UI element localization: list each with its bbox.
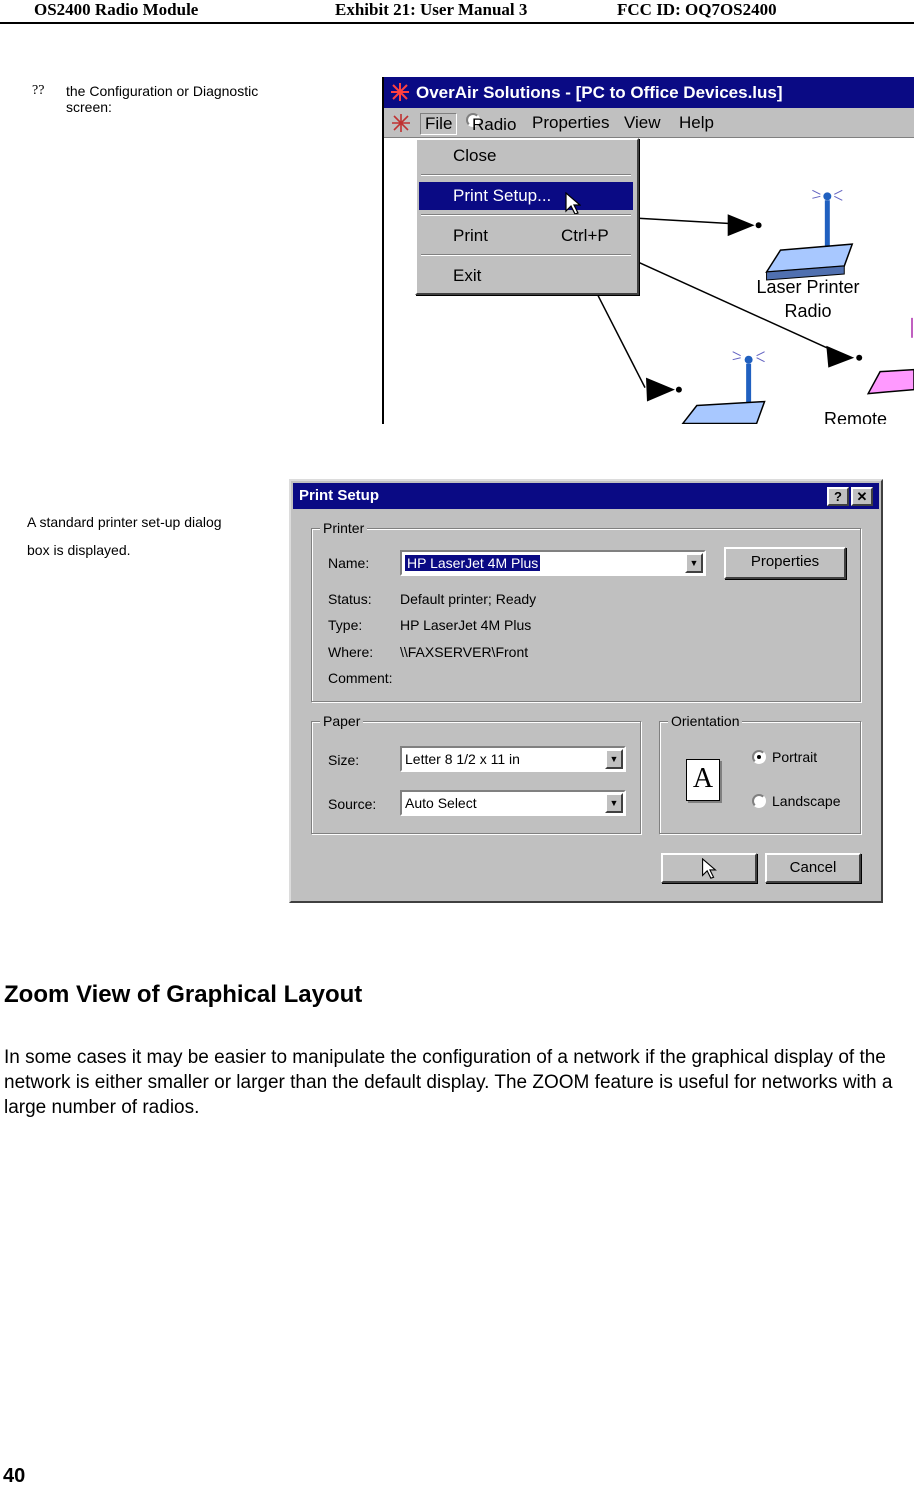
chevron-down-icon[interactable]: ▼ — [605, 793, 623, 813]
arrow-icon — [646, 378, 675, 402]
properties-button[interactable]: Properties — [724, 547, 846, 579]
mouse-cursor-icon — [701, 858, 717, 880]
paper-source-value: Auto Select — [405, 795, 477, 811]
printer-group — [311, 520, 861, 702]
close-button[interactable]: ✕ — [851, 487, 873, 506]
paper-source-select[interactable] — [400, 790, 626, 816]
remote-radio-icon — [868, 318, 914, 394]
connection-line — [597, 294, 645, 388]
dialog-caption: A standard printer set-up dialog box is displayed. — [27, 514, 222, 558]
portrait-label[interactable]: Portrait — [772, 749, 818, 765]
cancel-button[interactable]: Cancel — [765, 853, 861, 883]
document-icon[interactable] — [390, 112, 412, 134]
menu-separator — [421, 214, 631, 216]
dialog-title-bar — [293, 483, 879, 509]
portrait-radio[interactable] — [752, 750, 766, 764]
header-center: Exhibit 21: User Manual 3 — [335, 0, 528, 19]
menu-item-print-setup[interactable] — [419, 182, 633, 210]
menu-item-print-setup-label: Print Setup... — [453, 186, 552, 205]
where-label: Where: — [328, 644, 374, 660]
source-label: Source: — [328, 796, 377, 812]
menu-item-close[interactable] — [419, 142, 633, 170]
section-title: Zoom View of Graphical Layout — [4, 981, 363, 1008]
type-value: HP LaserJet 4M Plus — [400, 617, 532, 633]
page-header — [0, 0, 914, 24]
step-text: the Configuration or Diagnostic screen: — [66, 83, 259, 115]
where-value: \\FAXSERVER\Front — [400, 644, 529, 660]
laser-printer-label: Laser Printer Radio — [756, 277, 860, 321]
app-logo-icon — [390, 82, 410, 102]
printer-name-select[interactable] — [400, 550, 706, 576]
landscape-label[interactable]: Landscape — [772, 793, 841, 809]
printer-name-value: HP LaserJet 4M Plus — [407, 555, 539, 571]
paper-size-select[interactable] — [400, 746, 626, 772]
landscape-radio[interactable] — [752, 794, 766, 808]
menu-bar — [384, 108, 914, 138]
arrow-icon — [826, 346, 854, 368]
connection-line — [638, 218, 743, 224]
window-title-bar — [384, 77, 914, 108]
menu-help[interactable]: Help — [679, 113, 714, 132]
print-setup-dialog — [289, 479, 883, 903]
body-paragraph: In some cases it may be easier to manipulate the configuration of a network if the graphical display of the network is either smaller or larger than the default display. The ZOOM feature is useful for networks with a large number of radios. — [4, 1047, 893, 1118]
chevron-down-icon[interactable]: ▼ — [605, 749, 623, 769]
paper-size-value: Letter 8 1/2 x 11 in — [405, 751, 520, 767]
laser-printer-radio-icon — [767, 190, 853, 280]
page-number: 40 — [3, 1465, 26, 1487]
size-label: Size: — [328, 752, 360, 768]
menu-item-print[interactable] — [419, 222, 633, 250]
remote-label: Remote — [824, 409, 888, 424]
help-button[interactable]: ? — [827, 487, 849, 506]
arrow-icon — [728, 214, 755, 236]
print-shortcut: Ctrl+P — [561, 226, 609, 245]
window-title: OverAir Solutions - [PC to Office Devices.lus] — [416, 83, 783, 102]
paper-group — [311, 713, 641, 834]
menu-view[interactable]: View — [624, 113, 661, 132]
paper-group-label: Paper — [320, 712, 363, 730]
menu-item-exit-label: Exit — [453, 266, 482, 285]
step-bullet: ?? — [32, 83, 45, 98]
status-label: Status: — [328, 591, 372, 607]
header-right: FCC ID: OQ7OS2400 — [617, 0, 777, 19]
menu-item-close-label: Close — [453, 146, 497, 165]
menu-separator — [421, 254, 631, 256]
dialog-title: Print Setup — [299, 487, 380, 504]
printer-group-label: Printer — [320, 519, 367, 537]
orientation-group — [659, 713, 861, 834]
type-label: Type: — [328, 617, 363, 633]
mouse-cursor-icon — [565, 192, 581, 216]
comment-label: Comment: — [328, 670, 393, 686]
app-screenshot — [382, 77, 914, 424]
menu-file[interactable]: File — [420, 113, 457, 135]
name-label: Name: — [328, 555, 370, 571]
portrait-page-icon: A — [686, 759, 720, 801]
chevron-down-icon[interactable]: ▼ — [685, 553, 703, 573]
menu-separator — [421, 174, 631, 176]
radio-device-icon — [683, 352, 765, 424]
menu-properties[interactable]: Properties — [532, 113, 610, 132]
menu-radio[interactable]: Radio — [466, 113, 480, 127]
orientation-group-label: Orientation — [668, 712, 742, 730]
menu-item-exit[interactable] — [419, 262, 633, 290]
header-left: OS2400 Radio Module — [34, 0, 199, 19]
status-value: Default printer; Ready — [400, 591, 537, 607]
file-menu-dropdown — [415, 138, 639, 295]
ok-button[interactable] — [661, 853, 757, 883]
menu-item-print-label: Print — [453, 226, 488, 245]
